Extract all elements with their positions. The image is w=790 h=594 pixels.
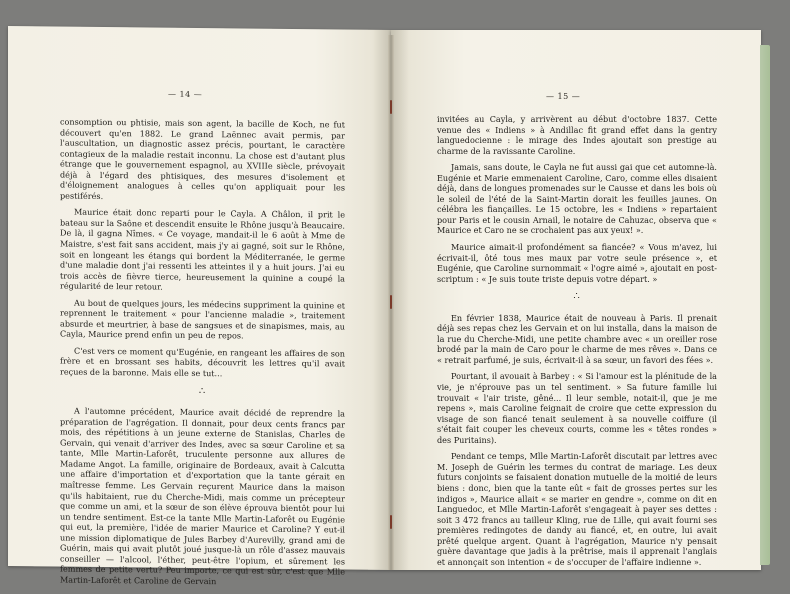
paragraph: En février 1838, Maurice était de nouveau à Paris. Il prenait déjà ses repas chez les Gervain et on lui installa, dans la maison de la rue du Cherche-Midi, une petite chambre avec « un oreiller rose brodé par la main de Caro pour le charme de mes rêves ». Dans ce « retrait parfumé, je suis, écrivait-il à sa sœur, un favori des fées ».: [437, 312, 717, 365]
left-text-block: [60, 117, 345, 594]
paragraph: Maurice aimait-il profondément sa fiancée? « Vous m'avez, lui écrivait-il, ôté tous mes maux par votre seule présence », et Eugénie, que Caroline surnommait « l'ogre aimé », ajoutait en post-scriptum : « Je suis toute triste depuis votre départ. »: [437, 242, 717, 284]
paragraph: Maurice était donc reparti pour le Cayla. A Châlon, il prit le bateau sur la Saône et descendit ensuite le Rhône jusqu'à Beaucaire. De là, il gagna Nîmes. « Ce voyage, mandait-il le 6 août à Mme de Maistre, s'est fait sans accident, mais j'y ai gagné, soit sur le Rhône, soit en longeant les étangs qui bordent la Méditerranée, le germe d'une maladie dont j'ai ressenti les atteintes il y a huit jours. J'ai eu trois accès de fièvre tierce, heureusement la quinine a coupé la régularité de leur retour.: [60, 207, 345, 292]
page-number: — 15 —: [546, 92, 581, 101]
section-separator: ∴: [198, 385, 207, 397]
paragraph: A l'automne précédent, Maurice avait décidé de reprendre la préparation de l'agrégation. Il donnait, pour deux cents francs par mois, des répétitions à un jeune externe de Stanislas, Charles de Gervain, qui venait d'arriver des Indes, avec sa sœur Caroline et sa tante, Mlle Martin-Laforêt, truculente personne aux allures de Madame Angot. La famille, originaire de Bordeaux, avait à Calcutta une affaire d'importation et d'exportation que la tante gérait en maîtresse femme. Les Gervain reçurent Maurice dans la maison qu'ils habitaient, rue du Cherche-Midi, mais comme un précepteur que comme un ami, et la sœur de son élève éprouva bientôt pour lui un tendre sentiment. Est-ce la tante Mlle Martin-Laforêt ou Eugénie qui eut, la première, l'idée de marier Maurice et Caroline? Y eut-il une mission diplomatique de Jules Barbey d'Aurevilly, grand ami de Guérin, mais qui avait plutôt joué jusque-là un rôle d'assez mauvais conseiller — l'alcool, l'éther, peut-être l'opium, et sûrement les femmes de petite vertu? Peu importe, ce qui est sûr, c'est que Mlle Martin-Laforêt et Caroline de Gervain: [60, 405, 345, 587]
binding-stitch: [390, 100, 392, 114]
paragraph: Au bout de quelques jours, les médecins suppriment la quinine et reprennent le traitement « pour l'ancienne maladie », traitement absurde et meurtrier, à base de sangsues et de sinapismes, mais, au Cayla, Maurice prend enfin un peu de repos.: [60, 297, 345, 341]
open-book: [8, 10, 780, 587]
cover-edge: [760, 45, 770, 565]
binding-stitch: [390, 515, 392, 529]
paragraph: Jamais, sans doute, le Cayla ne fut aussi gai que cet automne-là. Eugénie et Marie emmenaient Caroline, Caro, comme elles disaient déjà, dans de longues promenades sur le Causse et dans les bois où le soleil de l'été de la Saint-Martin dorait les feuilles jaunes. On célébra les fiançailles. Le 15 octobre, les « Indiens » repartaient pour Paris et le cousin Arnail, le notaire de Cahuzac, observa que « Maurice et Caro ne se crochaient pas aux yeux! ».: [437, 162, 717, 236]
section-separator: ∴: [573, 291, 581, 303]
paragraph: invitées au Cayla, y arrivèrent au début d'octobre 1837. Cette venue des « Indiens » à Andillac fit grand effet dans la gentry languedocienne : le mirage des Indes ajoutait son prestige au charme de la ravissante Caroline.: [437, 114, 717, 156]
binding-stitch: [390, 295, 392, 309]
page-number: — 14 —: [168, 89, 203, 100]
paragraph: consomption ou phtisie, mais son agent, la bacille de Koch, ne fut découvert qu'en 1882. Le grand Laënnec avait permis, par l'auscultation, un diagnostic assez précis, pourtant, le caractère contagieux de la maladie restait inconnu. La chose est d'autant plus étrange que le gouvernement espagnol, au XVIIIe siècle, prévoyait déjà à l'égard des phtisiques, des mesures d'isolement et d'éloignement analogues à celles qu'on appliquait pour les pestiférés.: [60, 116, 345, 201]
paragraph: Pourtant, il avouait à Barbey : « Si l'amour est la plénitude de la vie, je n'éprouve pas un tel sentiment. » Sa future famille lui trouvait « l'air triste, gêné... Il leur semble, notait-il, que je me repens », mais Caroline feignait de croire que cette expression du visage de son fiancé tenait seulement à sa nouvelle coiffure (il s'était fait couper les cheveux courts, comme les « têtes rondes » des Puritains).: [437, 371, 717, 445]
left-page: [8, 26, 391, 587]
paragraph: C'est vers ce moment qu'Eugénie, en rangeant les affaires de son frère et en brossant ses habits, découvrit les lettres qu'il avait reçues de la baronne. Mais elle se tut...: [60, 345, 345, 379]
paragraph: Pendant ce temps, Mlle Martin-Laforêt discutait par lettres avec M. Joseph de Guérin les termes du contrat de mariage. Les deux futurs conjoints se faisaient donation mutuelle de la moitié de leurs biens : donc, bien que la tante eût « fait de grosses pertes sur les indigos », Maurice allait « se marier en gendre », comme on dit en Languedoc, et Mlle Martin-Laforêt s'engageait à payer ses dettes : soit 3 472 francs au tailleur Kling, rue de Lille, qui avait fourni ses premières redingotes de dandy au fiancé, et, en outre, lui avait prêté quelque argent. Quant à l'agrégation, Maurice n'y pensait guère davantage que jadis à la prêtrise, mais il apprenait l'anglais et annonçait son intention « de s'occuper de l'affaire indienne ».: [437, 451, 717, 567]
right-text-block: [437, 114, 717, 573]
right-page: [391, 30, 761, 570]
